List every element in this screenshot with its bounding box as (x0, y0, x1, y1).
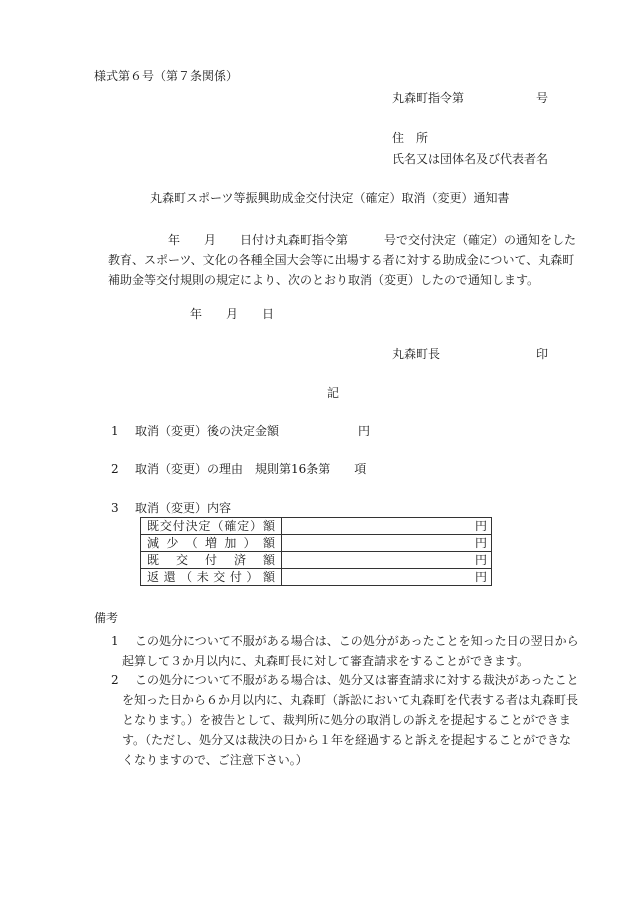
remark-line: を知った日から６か月以内に、丸森町（訴訟において丸森町を代表する者は丸森町長 (122, 693, 579, 707)
document-title: 丸森町スポーツ等振興助成金交付決定（確定）取消（変更）通知書 (150, 191, 510, 205)
change-detail-table (140, 517, 492, 586)
date-line: 年 月 日 (190, 307, 275, 321)
form-number: 様式第６号（第７条関係） (94, 69, 239, 83)
table-row-label: 減少（増加）額 (141, 535, 282, 552)
item-label: 取消（変更）後の決定金額 (135, 424, 280, 438)
issuer-title: 丸森町長 (392, 347, 441, 361)
item-number: 2 (111, 462, 119, 476)
table-row (141, 569, 492, 586)
table-row (141, 518, 492, 535)
body-line: 補助金等交付規則の規定により、次のとおり取消（変更）したので通知します。 (108, 273, 540, 287)
doc-number-prefix: 丸森町指令第 (392, 91, 465, 105)
doc-number-suffix: 号 (536, 91, 549, 105)
item-label: 取消（変更）内容 (135, 501, 232, 515)
item-number: 3 (111, 501, 119, 515)
remark-1 (0, 631, 630, 671)
remark-line: この処分について不服がある場合は、処分又は審査請求に対する裁決があったこと (135, 673, 579, 687)
item-number: 1 (111, 424, 119, 438)
table-row-label: 既交付済額 (141, 552, 282, 569)
remark-2 (0, 670, 630, 770)
ki-heading: 記 (327, 386, 340, 400)
address-label: 住 所 (392, 131, 429, 145)
remark-number: 1 (111, 634, 119, 648)
item-label: 取消（変更）の理由 規則第16条第 項 (135, 462, 367, 476)
remark-line: この処分について不服がある場合は、この処分があったことを知った日の翌日から (135, 634, 579, 648)
body-line: 年 月 日付け丸森町指令第 号で交付決定（確定）の通知をした (168, 233, 577, 247)
name-label: 氏名又は団体名及び代表者名 (392, 152, 549, 166)
item-unit: 円 (358, 424, 371, 438)
remark-line: す。（ただし、処分又は裁決の日から１年を経過すると訴えを提起することができな (122, 733, 572, 747)
remark-line: となります。）を被告として、裁判所に処分の取消しの訴えを提起することができま (122, 713, 571, 727)
body-line: 教育、スポーツ、文化の各種全国大会等に出場する者に対する助成金について、丸森町 (108, 253, 575, 267)
body-paragraph (0, 230, 630, 290)
table-row-amount: 円 (282, 535, 492, 552)
table-row-label: 返還（未交付）額 (141, 569, 282, 586)
remark-number: 2 (111, 673, 119, 687)
seal-mark: 印 (536, 347, 549, 361)
table-row-amount: 円 (282, 552, 492, 569)
remarks-heading: 備考 (94, 611, 119, 625)
table-row-label: 既交付決定（確定）額 (141, 518, 282, 535)
table-row (141, 535, 492, 552)
remark-line: 起算して３か月以内に、丸森町長に対して審査請求をすることができます。 (122, 654, 530, 668)
remark-line: くなりますので、ご注意下さい。） (122, 753, 308, 767)
table-row-amount: 円 (282, 569, 492, 586)
table-row-amount: 円 (282, 518, 492, 535)
table-row (141, 552, 492, 569)
